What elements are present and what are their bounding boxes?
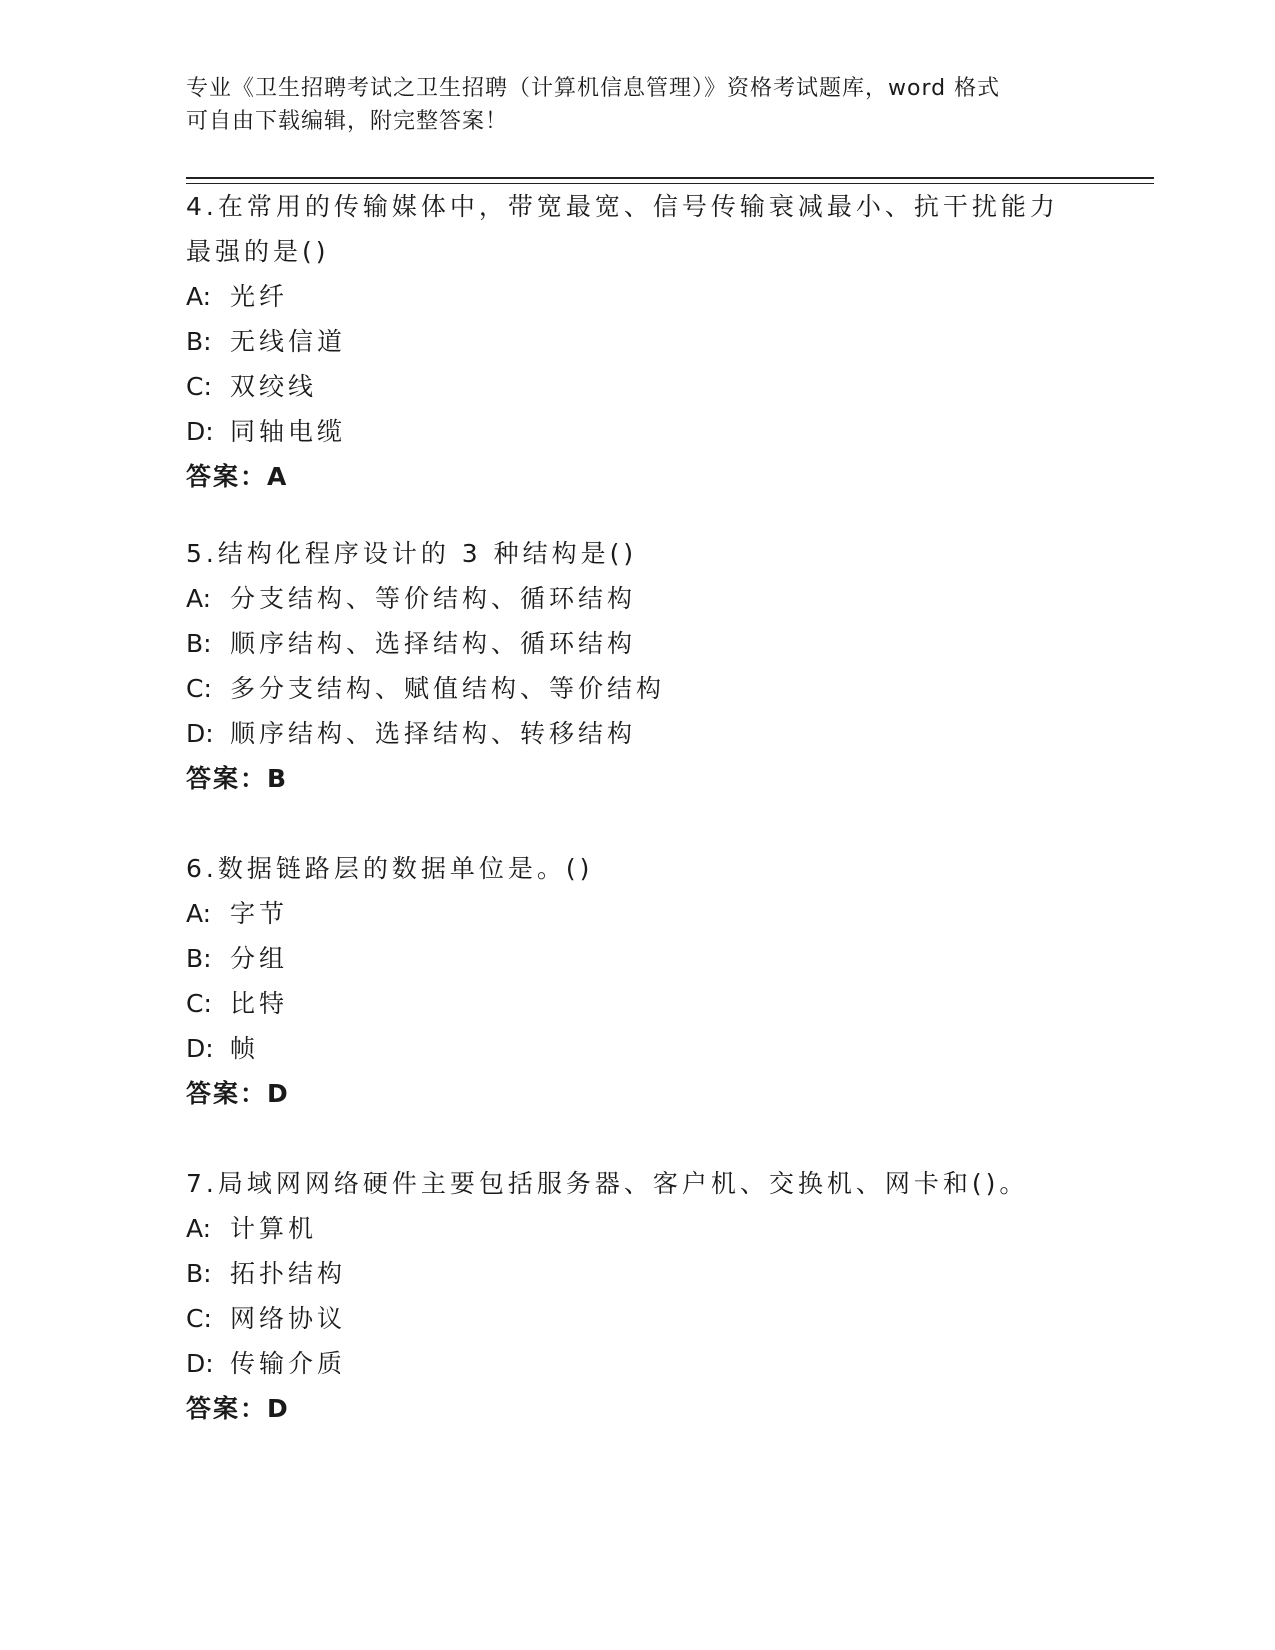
option-a [186, 274, 1086, 319]
option-b [186, 1251, 1086, 1296]
option-a [186, 576, 1086, 621]
answer-label: 答案：B [186, 764, 289, 793]
option-c [186, 364, 1086, 409]
option-letter: A: [186, 899, 212, 928]
option-text: 光纤 [230, 282, 289, 311]
option-text: 传输介质 [230, 1349, 347, 1378]
option-text: 顺序结构、选择结构、循环结构 [230, 629, 637, 658]
option-text: 顺序结构、选择结构、转移结构 [230, 719, 637, 748]
question-stem: 5.结构化程序设计的 3 种结构是() [186, 539, 638, 568]
option-letter: B: [186, 1259, 212, 1288]
option-d [186, 409, 1086, 454]
question-stem: 4.在常用的传输媒体中，带宽最宽、信号传输衰减最小、抗干扰能力 [186, 192, 1059, 221]
option-b [186, 936, 1086, 981]
option-letter: A: [186, 584, 212, 613]
answer-label: 答案：D [186, 1079, 290, 1108]
answer-label: 答案：A [186, 462, 289, 491]
option-c [186, 1296, 1086, 1341]
option-letter: C: [186, 674, 212, 703]
option-text: 网络协议 [230, 1304, 347, 1333]
option-text: 比特 [230, 989, 289, 1018]
header-divider-thick [186, 177, 1154, 179]
option-text: 计算机 [230, 1214, 318, 1243]
option-letter: D: [186, 719, 214, 748]
option-text: 字节 [230, 899, 289, 928]
option-text: 帧 [230, 1034, 260, 1063]
option-text: 同轴电缆 [230, 417, 347, 446]
header-line-2: 可自由下载编辑，附完整答案！ [186, 109, 509, 134]
option-letter: B: [186, 629, 212, 658]
document-header [186, 72, 1066, 138]
option-text: 分支结构、等价结构、循环结构 [230, 584, 637, 613]
question-4 [186, 184, 1086, 499]
option-b [186, 621, 1086, 666]
option-letter: B: [186, 944, 212, 973]
question-5 [186, 531, 1086, 801]
option-text: 双绞线 [230, 372, 318, 401]
question-stem-continued: 最强的是() [186, 237, 330, 266]
option-letter: B: [186, 327, 212, 356]
option-c [186, 981, 1086, 1026]
option-letter: C: [186, 989, 212, 1018]
question-7 [186, 1161, 1086, 1431]
option-letter: A: [186, 282, 212, 311]
option-d [186, 711, 1086, 756]
option-letter: D: [186, 417, 214, 446]
option-letter: D: [186, 1034, 214, 1063]
option-letter: C: [186, 372, 212, 401]
option-text: 拓扑结构 [230, 1259, 347, 1288]
option-letter: D: [186, 1349, 214, 1378]
option-text: 分组 [230, 944, 289, 973]
question-stem: 6.数据链路层的数据单位是。() [186, 854, 594, 883]
option-text: 无线信道 [230, 327, 347, 356]
option-a [186, 1206, 1086, 1251]
option-letter: A: [186, 1214, 212, 1243]
option-text: 多分支结构、赋值结构、等价结构 [230, 674, 666, 703]
option-a [186, 891, 1086, 936]
header-line-1: 专业《卫生招聘考试之卫生招聘（计算机信息管理）》资格考试题库，word 格式 [186, 76, 1001, 101]
option-d [186, 1026, 1086, 1071]
option-c [186, 666, 1086, 711]
option-d [186, 1341, 1086, 1386]
question-stem: 7.局域网网络硬件主要包括服务器、客户机、交换机、网卡和()。 [186, 1169, 1029, 1198]
option-letter: C: [186, 1304, 212, 1333]
question-6 [186, 846, 1086, 1116]
answer-label: 答案：D [186, 1394, 290, 1423]
option-b [186, 319, 1086, 364]
